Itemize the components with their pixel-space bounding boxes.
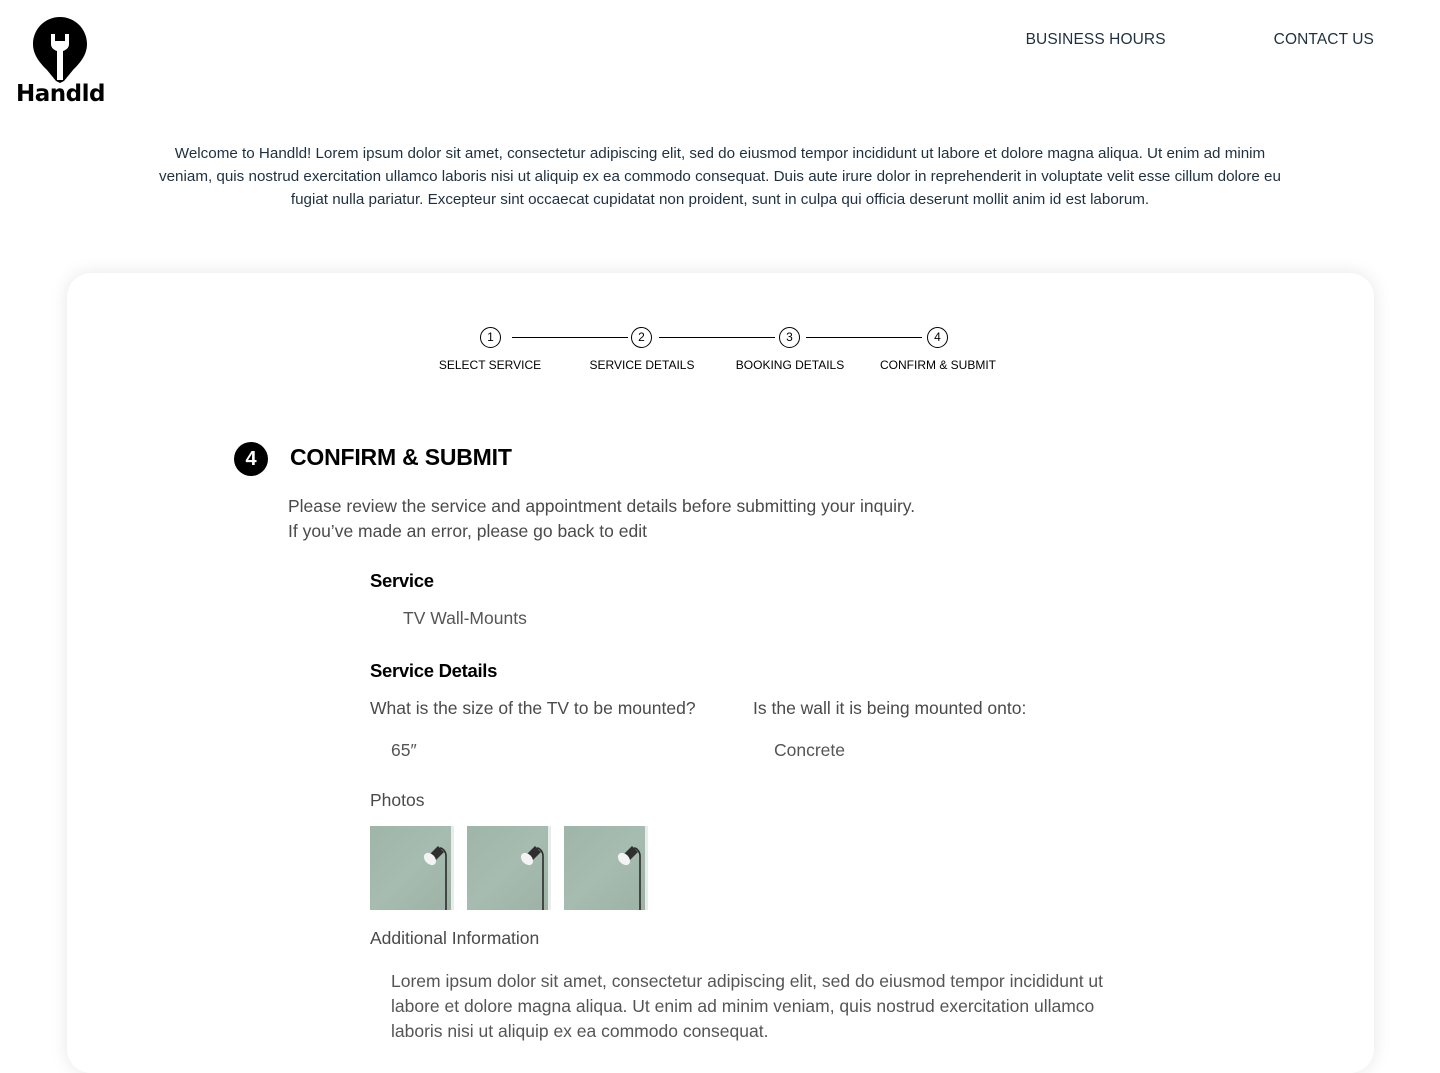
instructions-line-1: Please review the service and appointment details before submitting your inquiry. [288,496,916,516]
service-value: TV Wall-Mounts [403,608,527,628]
lamp-photo-icon [564,826,648,910]
step-1-circle[interactable]: 1 [480,327,501,348]
logo[interactable] [16,17,104,105]
step-4-label[interactable]: CONFIRM & SUBMIT [880,358,996,372]
lamp-photo-icon [467,826,551,910]
tv-size-question: What is the size of the TV to be mounted? [370,698,696,718]
wall-type-question: Is the wall it is being mounted onto: [753,698,1027,718]
photo-thumbnail[interactable] [564,826,648,910]
booking-card [67,273,1374,1073]
step-connector [512,337,628,338]
section-title: CONFIRM & SUBMIT [290,444,512,470]
photo-thumbnail[interactable] [370,826,454,910]
instructions-line-2: If you’ve made an error, please go back to edit [288,521,647,541]
additional-info-text: Lorem ipsum dolor sit amet, consectetur adipiscing elit, sed do eiusmod tempor incididunt ut labore et dolore magna aliqua. Ut enim ad minim veniam, quis nostrud exercitation ullamco laboris nisi ut aliquip ex ea commodo consequat. [391,971,1104,1041]
step-3-label[interactable]: BOOKING DETAILS [735,358,845,372]
additional-info-label: Additional Information [370,928,540,948]
step-4-circle[interactable]: 4 [927,327,948,348]
progress-stepper [431,327,1011,377]
step-connector [659,337,775,338]
wrench-pin-icon [16,17,104,83]
nav-contact-us[interactable]: CONTACT US [1273,31,1374,48]
welcome-text: Welcome to Handld! Lorem ipsum dolor sit amet, consectetur adipiscing elit, sed do eiusmod tempor incididunt ut labore et dolore magna aliqua. Ut enim ad minim veniam, quis nostrud exercitation ullamco laboris nisi ut aliquip ex ea commodo consequat. Duis aute irure dolor in reprehenderit in voluptate velit esse cillum dolore eu fugiat nulla pariatur. Excepteur sint occaecat cupidatat non proident, sunt in culpa qui officia deserunt mollit anim id est laborum. [159,145,1281,208]
nav-business-hours[interactable]: BUSINESS HOURS [1025,31,1166,48]
logo-text: Handld [16,81,105,107]
tv-size-answer: 65″ [391,740,417,760]
photo-gallery [370,826,648,910]
top-nav [1026,31,1374,49]
service-heading: Service [370,570,434,591]
photos-label: Photos [370,790,425,810]
step-2-label[interactable]: SERVICE DETAILS [589,358,695,372]
step-3-circle[interactable]: 3 [779,327,800,348]
wall-type-answer: Concrete [774,740,846,760]
step-1-label[interactable]: SELECT SERVICE [438,358,542,372]
review-instructions [288,494,915,544]
site-header [0,0,1440,120]
lamp-photo-icon [370,826,454,910]
section-number-badge: 4 [234,442,268,476]
service-details-heading: Service Details [370,660,498,681]
step-connector [806,337,922,338]
photo-thumbnail[interactable] [467,826,551,910]
step-2-circle[interactable]: 2 [631,327,652,348]
